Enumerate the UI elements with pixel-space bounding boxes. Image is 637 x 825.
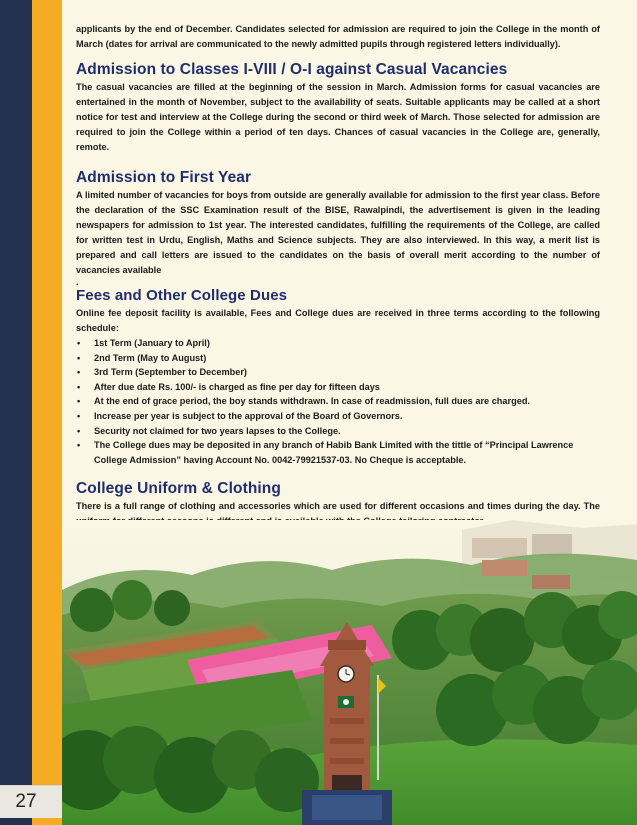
fees-list-item — [76, 380, 600, 395]
casual-vacancies-paragraph: The casual vacancies are filled at the beginning of the session in March. Admission forms for casual vacancies are entertained in the month of November, subject to the availability of seats. Suitable applicants may be called at a short notice for test and interview at the College during the second or third week of March. Those selected for admission are required to join the College within a period of ten days. Chances of casual vacancies in the College are, generally, remote. — [76, 82, 600, 152]
fees-item-text: Increase per year is subject to the approval of the Board of Governors. — [94, 410, 403, 421]
bullet-icon: • — [77, 440, 81, 451]
left-gold-band — [32, 0, 62, 825]
fees-paragraph: Online fee deposit facility is available, Fees and College dues are received in three terms according to the following schedule: — [76, 308, 600, 333]
bullet-icon: • — [77, 410, 81, 421]
bullet-icon: • — [77, 396, 81, 407]
bullet-icon: • — [77, 338, 81, 348]
fees-list-item — [76, 394, 600, 409]
campus-aerial-photo — [62, 520, 637, 825]
stray-period: . — [76, 277, 79, 287]
bullet-icon: • — [77, 352, 81, 363]
page-number-box — [0, 785, 62, 818]
fees-heading: Fees and Other College Dues — [76, 287, 288, 304]
fees-list-item — [76, 424, 600, 439]
fees-item-text: Security not claimed for two years lapses to the College. — [94, 425, 341, 436]
fees-item-text: The College dues may be deposited in any branch of Habib Bank Limited with the tittle of “Principal Lawrence College Admission” having Account No. 0042-79921537-03. No Cheque is acceptable. — [94, 440, 574, 465]
fees-item-text: 3rd Term (September to December) — [94, 367, 247, 378]
fees-item-text: At the end of grace period, the boy stands withdrawn. In case of readmission, full dues are charged. — [94, 396, 530, 407]
page-number: 27 — [15, 791, 37, 812]
page-content — [76, 22, 600, 529]
fees-item-text: After due date Rs. 100/- is charged as fine per day for fifteen days — [94, 381, 380, 392]
uniform-heading: College Uniform & Clothing — [76, 480, 281, 498]
fees-item-text: 2nd Term (May to August) — [94, 352, 207, 363]
fees-list-item — [76, 365, 600, 380]
fees-bullet-list — [76, 336, 600, 467]
bullet-icon: • — [77, 381, 81, 392]
fees-list-item — [76, 438, 600, 467]
fees-list-item — [76, 336, 600, 351]
casual-vacancies-heading: Admission to Classes I-VIII / O-I against Casual Vacancies — [76, 61, 508, 78]
bullet-icon: • — [77, 367, 81, 378]
uniform-paragraph: There is a full range of clothing and accessories which are used for different occasions and times during the day. The — [76, 501, 600, 512]
first-year-paragraph: A limited number of vacancies for boys from outside are generally available for admission to the first year class. Before the declaration of the SSC Examination result of the BISE, Rawalpindi, the advertisement is given in the leading newspapers for admission to 1st year. The interested candidates, fulfilling the requirements of the College, are called for written test in Urdu, English, Maths and Science subjects. They are also interviewed. In this way, a merit list is prepared and call letters are issued to the candidates on the basis of overall merit according to the number of vacancies available — [76, 190, 600, 275]
fees-item-text: 1st Term (January to April) — [94, 338, 210, 348]
intro-paragraph: applicants by the end of December. Candidates selected for admission are required to join the College in the month of March (dates for arrival are communicated to the newly admitted pupils through registered letters individually). — [76, 24, 600, 49]
bullet-icon: • — [77, 425, 81, 436]
fees-list-item — [76, 351, 600, 366]
first-year-heading: Admission to First Year — [76, 169, 252, 186]
left-navy-band — [0, 0, 32, 825]
fees-list-item — [76, 409, 600, 424]
